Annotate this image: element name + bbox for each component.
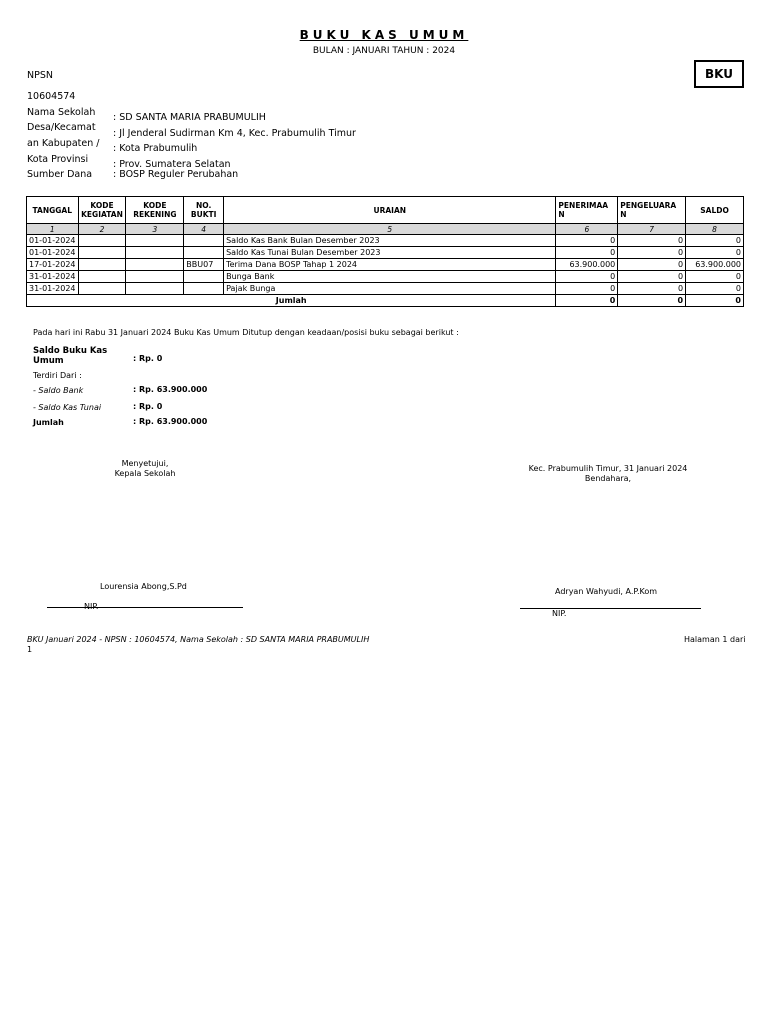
headmaster-title: Kepala Sekolah (114, 469, 176, 478)
col-number: 6 (556, 224, 618, 235)
col-header-tanggal: TANGGAL (27, 197, 79, 224)
footer-doc-info: BKU Januari 2024 - NPSN : 10604574, Nama Sekolah : SD SANTA MARIA PRABUMULIH (27, 635, 370, 644)
table-row (27, 247, 744, 259)
place-date: Kec. Prabumulih Timur, 31 Januari 2024 (528, 464, 688, 473)
cell-no-bukti (184, 235, 224, 247)
table-header-row (27, 197, 744, 224)
col-number: 3 (126, 224, 184, 235)
saldo-buku-kas-value: : Rp. 0 (133, 354, 163, 363)
col-header-penerimaan: PENERIMAA N (556, 197, 618, 224)
cell-kode-kegiatan (78, 283, 126, 295)
cell-pengeluaran: 0 (618, 235, 686, 247)
cell-uraian: Saldo Kas Tunai Bulan Desember 2023 (224, 247, 556, 259)
treasurer-block (500, 464, 716, 484)
nama-sekolah-value: : SD SANTA MARIA PRABUMULIH (113, 112, 266, 123)
saldo-tunai-label: - Saldo Kas Tunai (33, 403, 102, 412)
saldo-buku-kas-label (33, 346, 107, 366)
cell-tanggal: 31-01-2024 (27, 271, 79, 283)
treasurer-nip: NIP. (552, 609, 567, 618)
cell-saldo: 0 (686, 283, 744, 295)
cell-penerimaan: 0 (556, 235, 618, 247)
cell-saldo: 0 (686, 247, 744, 259)
jumlah-value: : Rp. 63.900.000 (133, 417, 208, 426)
desa-value: : Jl Jenderal Sudirman Km 4, Kec. Prabumulih Timur (113, 128, 356, 139)
table-row (27, 271, 744, 283)
treasurer-signature-line (520, 608, 701, 609)
treasurer-name: Adryan Wahyudi, A.P.Kom (555, 587, 658, 596)
page-subtitle: BULAN : JANUARI TAHUN : 2024 (312, 46, 456, 56)
provinsi-label: Kota Provinsi (27, 154, 89, 165)
saldo-label-line1: Saldo Buku Kas (33, 346, 108, 356)
cell-saldo: 0 (686, 271, 744, 283)
saldo-label-line2: Umum (33, 356, 64, 366)
cell-no-bukti (184, 283, 224, 295)
saldo-tunai-value: : Rp. 0 (133, 402, 163, 411)
col-header-no-bukti: NO. BUKTI (184, 197, 224, 224)
npsn-label: NPSN (27, 70, 53, 81)
cell-pengeluaran: 0 (618, 247, 686, 259)
npsn-value: 10604574 (27, 91, 76, 102)
cell-penerimaan: 63.900.000 (556, 259, 618, 271)
col-header-pengeluaran: PENGELUARA N (618, 197, 686, 224)
col-header-saldo: SALDO (686, 197, 744, 224)
headmaster-name: Lourensia Abong,S.Pd (100, 582, 187, 591)
col-header-uraian: URAIAN (224, 197, 556, 224)
col-number: 5 (224, 224, 556, 235)
total-saldo: 0 (686, 295, 744, 307)
total-pengeluaran: 0 (618, 295, 686, 307)
page-title: BUKU KAS UMUM (299, 28, 469, 42)
nama-sekolah-label: Nama Sekolah (27, 107, 96, 118)
col-number: 4 (184, 224, 224, 235)
col-header-kode-kegiatan: KODE KEGIATAN (78, 197, 126, 224)
col-number: 8 (686, 224, 744, 235)
jumlah-label: Jumlah (33, 418, 64, 427)
col-number: 7 (618, 224, 686, 235)
provinsi-value: : Prov. Sumatera Selatan (113, 159, 231, 170)
cell-kode-rekening (126, 247, 184, 259)
cell-saldo: 63.900.000 (686, 259, 744, 271)
cell-kode-rekening (126, 235, 184, 247)
cell-uraian: Terima Dana BOSP Tahap 1 2024 (224, 259, 556, 271)
cell-saldo: 0 (686, 235, 744, 247)
cell-kode-kegiatan (78, 235, 126, 247)
cell-no-bukti: BBU07 (184, 259, 224, 271)
saldo-bank-value: : Rp. 63.900.000 (133, 385, 208, 394)
sumber-dana-value: : BOSP Reguler Perubahan (113, 169, 239, 180)
headmaster-signature-line (47, 607, 243, 608)
cell-kode-kegiatan (78, 271, 126, 283)
cell-kode-rekening (126, 271, 184, 283)
cell-kode-kegiatan (78, 247, 126, 259)
cell-tanggal: 01-01-2024 (27, 235, 79, 247)
col-number: 2 (78, 224, 126, 235)
footer-page-label: Halaman 1 dari (684, 635, 746, 644)
cell-kode-kegiatan (78, 259, 126, 271)
cell-tanggal: 17-01-2024 (27, 259, 79, 271)
cell-pengeluaran: 0 (618, 271, 686, 283)
cell-penerimaan: 0 (556, 271, 618, 283)
cell-pengeluaran: 0 (618, 259, 686, 271)
col-number: 1 (27, 224, 79, 235)
sumber-dana-label: Sumber Dana (27, 169, 93, 180)
cell-kode-rekening (126, 259, 184, 271)
table-row (27, 235, 744, 247)
cell-pengeluaran: 0 (618, 283, 686, 295)
kabupaten-value: : Kota Prabumulih (113, 143, 198, 154)
approval-block (95, 459, 195, 479)
cell-penerimaan: 0 (556, 283, 618, 295)
cell-tanggal: 01-01-2024 (27, 247, 79, 259)
cell-no-bukti (184, 247, 224, 259)
cell-tanggal: 31-01-2024 (27, 283, 79, 295)
treasurer-title: Bendahara, (584, 474, 632, 483)
total-label: Jumlah (27, 295, 556, 307)
headmaster-nip: NIP. (84, 602, 99, 611)
col-header-kode-rekening: KODE REKENING (126, 197, 184, 224)
footer-page-number: 1 (27, 645, 33, 654)
closing-statement: Pada hari ini Rabu 31 Januari 2024 Buku Kas Umum Ditutup dengan keadaan/posisi buku sebagai berikut : (33, 328, 459, 337)
cell-uraian: Pajak Bunga (224, 283, 556, 295)
table-row (27, 283, 744, 295)
doc-code-badge: BKU (694, 60, 744, 88)
total-penerimaan: 0 (556, 295, 618, 307)
cell-uraian: Saldo Kas Bank Bulan Desember 2023 (224, 235, 556, 247)
ledger-table (26, 196, 744, 307)
kabupaten-label: an Kabupaten / (27, 138, 100, 149)
desa-label: Desa/Kecamat (27, 122, 96, 133)
cell-uraian: Bunga Bank (224, 271, 556, 283)
cell-penerimaan: 0 (556, 247, 618, 259)
table-row (27, 259, 744, 271)
table-total-row (27, 295, 744, 307)
terdiri-dari-label: Terdiri Dari : (33, 371, 82, 380)
column-number-row (27, 224, 744, 235)
cell-kode-rekening (126, 283, 184, 295)
cell-no-bukti (184, 271, 224, 283)
approval-caption: Menyetujui, (121, 459, 169, 468)
saldo-bank-label: - Saldo Bank (33, 386, 84, 395)
